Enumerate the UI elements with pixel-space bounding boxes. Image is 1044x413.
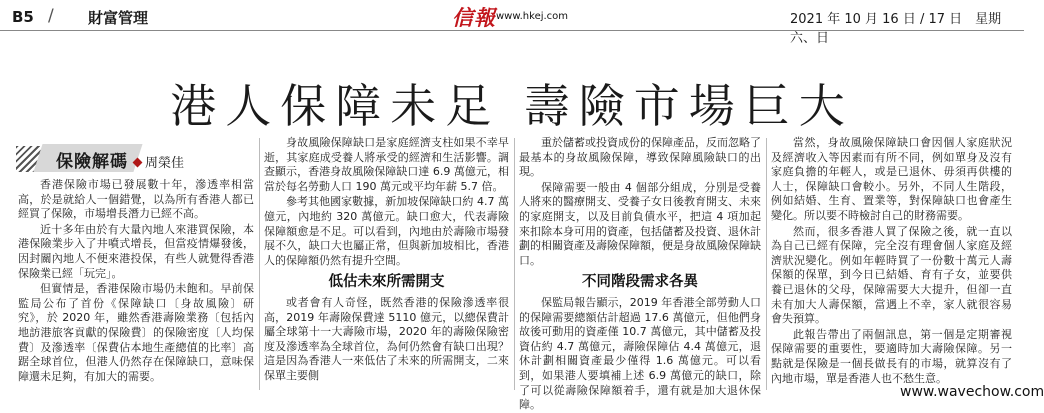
- paragraph: 此報告帶出了兩個訊息，第一個是定期審視保障需要的重要性，要適時加大壽險保障。另一點就是保險是一個長做長有的市場，就算沒有了內地市場，單是香港人也不愁生意。: [771, 327, 1012, 385]
- paragraph: 當然，身故風險保障缺口會因個人家庭狀況及經濟收入等因素而有所不同，例如單身及沒有家庭負擔的年輕人，或是已退休、毋須再供樓的人士，保障缺口會較小。另外，不同人生階段，例如結婚、生育、置業等，對保障缺口也會產生變化。所以要不時檢討自己的財務需要。: [771, 136, 1012, 222]
- article-column-1: [18, 178, 254, 383]
- paragraph: 保監局報告顯示，2019 年香港全部勞動人口的保障需要總額估計超過 17.6 萬億元，但他們身故後可動用的資產僅 10.7 萬億元，其中儲蓄及投資佔約 4.7 萬億元，壽險保障佔 4.4 萬億元，退休計劃相關資產最少僅得 1.6 萬億元。可以看到，如果港人要填補上述 6.9 萬億元的缺口，除了可以從壽險保障額着手，還有就是加大退休保障。: [519, 295, 761, 412]
- header-divider: /: [48, 6, 54, 26]
- header-rule: [0, 30, 1024, 31]
- section-title: 財富管理: [88, 9, 149, 27]
- column-divider: [514, 138, 515, 390]
- paragraph: 保障需要一般由 4 個部分組成，分別是受養人將來的醫療開支、受養子女日後教育開支、未來的家庭開支，以及目前負債水平，把這 4 項加起來扣除本身可用的資產，包括儲蓄及投資、退休計劃的相關資產及壽險保障額，便是身故風險保障缺口。: [519, 180, 761, 267]
- column-divider: [259, 138, 260, 390]
- subheading: 低估未來所需開支: [328, 274, 445, 291]
- paragraph: 香港保險市場已發展數十年，滲透率相當高，於是就給人一個錯覺，以為所有香港人都已經買了保險，市場增長潛力已經不高。: [18, 178, 254, 221]
- page-number: B5: [12, 8, 34, 26]
- paragraph: 重於儲蓄或投資成份的保障產品，反而忽略了最基本的身故風險保障，導致保障風險缺口的出現。: [519, 136, 761, 179]
- article-column-4: [771, 136, 1012, 385]
- author-name: 周榮佳: [145, 156, 185, 171]
- headline: 港人保障未足 壽險市場巨大: [170, 79, 854, 133]
- article-column-2: [264, 136, 509, 386]
- author-byline: [134, 152, 184, 171]
- issue-date: 2021 年 10 月 16 日 / 17 日 星期六、日: [790, 12, 1002, 46]
- author-website[interactable]: www.wavechow.com: [900, 384, 1044, 400]
- paragraph: 近十多年由於有大量內地人來港買保險，本港保險業步入了井噴式增長，但當疫情爆發後，因封關內地人不便來港投保，有些人就覺得香港保險業已經「玩完」。: [18, 222, 254, 280]
- paragraph: 參考其他國家數據，新加坡保障缺口約 4.7 萬億元，內地約 320 萬億元。缺口愈大，代表壽險保障額愈是不足。可以看到，內地由於壽險市場發展不久，缺口大也屬正常，但與新加坡相比，香港人的保障額仍然有提升空間。: [264, 195, 509, 267]
- paragraph: 但實情是，香港保險市場仍未飽和。早前保監局公布了首份《保障缺口〔身故風險〕研究》，於 2020 年，雖然香港壽險業務〔包括內地訪港旅客貢獻的保險費〕的保險密度〔人均保費〕及滲透率〔保費佔本地生產總值的比率〕高踞全球首位，但港人仍然存在保障缺口，意味保障還未足夠，有加大的需要。: [18, 282, 254, 383]
- column-name: 保險解碼: [56, 152, 128, 172]
- paragraph: 然而，很多香港人買了保險之後，就一直以為自己已經有保障，完全沒有理會個人家庭及經濟狀況變化。例如年輕時買了一份數十萬元人壽保額的保單，到今日已結婚、育有子女，並要供養已退休的父母，保障需要大大提升，但卻一直未有加大人壽保額，當遇上不幸，家人就很容易會失預算。: [771, 224, 1012, 326]
- paragraph: 身故風險保障缺口是家庭經濟支柱如果不幸早逝，其家庭成受養人將承受的經濟和生活影響。調查顯示，香港身故風險保障缺口達 6.9 萬億元，相當於每名勞動人口 190 萬元或平均年薪 5.7 倍。: [264, 136, 509, 193]
- newspaper-logo: 信報: [452, 5, 496, 30]
- column-divider: [766, 138, 767, 390]
- newspaper-website: www.hkej.com: [496, 11, 569, 22]
- diamond-bullet-icon: [133, 158, 143, 168]
- subheading: 不同階段需求各異: [582, 274, 698, 291]
- article-column-3: [519, 136, 761, 412]
- paragraph: 或者會有人奇怪，既然香港的保險滲透率很高，2019 年壽險保費達 5110 億元，以總保費計屬全球第十一大壽險市場，2020 年的壽險保險密度及滲透率為全球首位，為何仍然會有缺口出現？這是因為香港人一來低估了未來的所需開支，二來保單主要側: [264, 295, 509, 382]
